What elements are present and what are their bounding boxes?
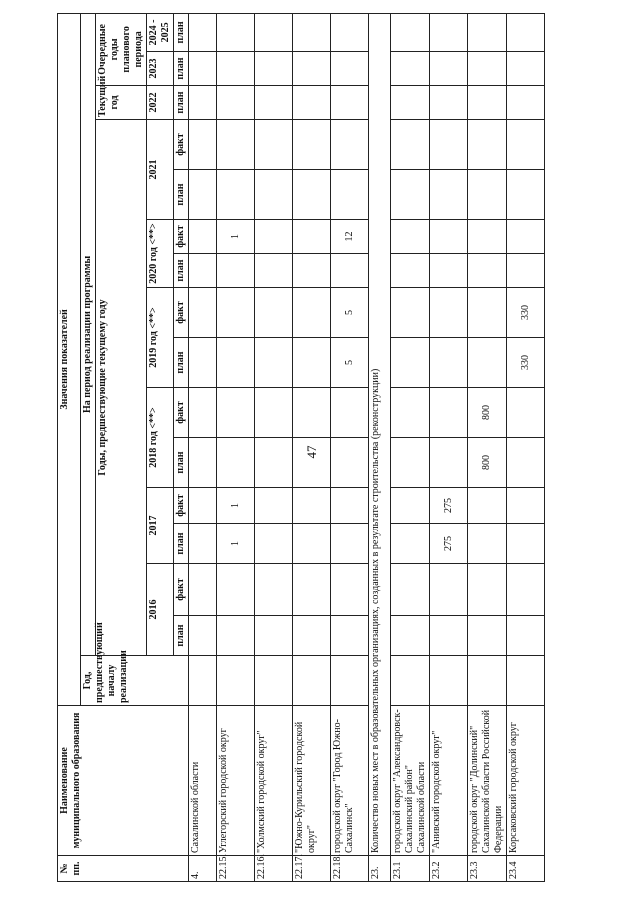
municipality-name: "Холмский городской округ" <box>255 706 293 856</box>
value-cell <box>331 616 369 656</box>
row-number: 22.17. <box>293 856 331 882</box>
value-cell <box>217 13 255 51</box>
value-cell <box>293 170 331 220</box>
value-cell <box>468 13 507 51</box>
header-fact: факт <box>174 220 189 254</box>
value-cell <box>468 120 507 170</box>
table-row <box>507 13 545 881</box>
row-number: 23.4 <box>507 856 545 882</box>
header-fact: факт <box>174 564 189 616</box>
value-cell <box>430 438 468 488</box>
row-number: 22.18. <box>331 856 369 882</box>
value-cell <box>468 488 507 524</box>
value-cell <box>217 120 255 170</box>
base-year-value <box>331 656 369 706</box>
value-cell <box>468 616 507 656</box>
header-plan: план <box>174 13 189 51</box>
value-cell <box>217 170 255 220</box>
table-row <box>331 13 369 881</box>
base-year-value <box>189 656 217 706</box>
table-row <box>189 13 217 881</box>
value-cell <box>430 616 468 656</box>
municipality-name: Корсаковский городской округ <box>507 706 545 856</box>
value-cell <box>391 170 430 220</box>
value-cell <box>293 524 331 564</box>
header-year-2019: 2019 год <**> <box>147 288 174 388</box>
value-cell <box>391 13 430 51</box>
value-cell <box>189 338 217 388</box>
value-cell <box>331 170 369 220</box>
value-cell <box>468 86 507 120</box>
value-cell <box>293 616 331 656</box>
value-cell: 1 <box>217 524 255 564</box>
municipality-name: Сахалинской области <box>189 706 217 856</box>
indicators-table <box>57 13 545 882</box>
table-row <box>217 13 255 881</box>
value-cell <box>189 524 217 564</box>
value-cell <box>255 13 293 51</box>
value-cell <box>391 564 430 616</box>
value-cell <box>507 86 545 120</box>
municipality-name: "Южно-Курильский городской округ" <box>293 706 331 856</box>
value-cell <box>255 120 293 170</box>
header-values: Значения показателей <box>58 13 81 705</box>
header-year-2020: 2020 год <**> <box>147 220 174 288</box>
value-cell <box>507 488 545 524</box>
municipality-name: "Анивский городской округ" <box>430 706 468 856</box>
header-fact: факт <box>174 120 189 170</box>
value-cell <box>468 524 507 564</box>
table-row <box>293 13 331 881</box>
value-cell <box>255 52 293 86</box>
value-cell <box>255 220 293 254</box>
base-year-value <box>217 656 255 706</box>
value-cell <box>293 220 331 254</box>
value-cell <box>331 52 369 86</box>
value-cell <box>255 564 293 616</box>
value-cell <box>507 13 545 51</box>
table-row <box>430 13 468 881</box>
value-cell <box>430 13 468 51</box>
value-cell <box>507 524 545 564</box>
value-cell: 1 <box>217 220 255 254</box>
value-cell <box>430 338 468 388</box>
value-cell <box>189 52 217 86</box>
header-prev-years: Годы, предшествующие текущему году <box>96 120 147 656</box>
value-cell <box>391 254 430 288</box>
value-cell <box>468 564 507 616</box>
municipality-name: Углегорский городской округ <box>217 706 255 856</box>
row-number: 23.1 <box>391 856 430 882</box>
value-cell <box>507 254 545 288</box>
value-cell <box>430 86 468 120</box>
value-cell <box>468 170 507 220</box>
base-year-value <box>468 656 507 706</box>
value-cell <box>293 564 331 616</box>
value-cell <box>293 13 331 51</box>
municipality-name: городской округ "Город Южно-Сахалинск" <box>331 706 369 856</box>
value-cell <box>189 288 217 338</box>
value-cell: 12 <box>331 220 369 254</box>
value-cell <box>189 388 217 438</box>
value-cell <box>293 254 331 288</box>
value-cell <box>331 254 369 288</box>
value-cell <box>391 524 430 564</box>
value-cell <box>391 616 430 656</box>
header-base-year: Год, предшествующий началу реализации <box>81 656 189 706</box>
value-cell <box>189 438 217 488</box>
value-cell <box>293 488 331 524</box>
value-cell <box>293 120 331 170</box>
value-cell <box>189 254 217 288</box>
row-number: 4. <box>189 856 217 882</box>
value-cell: 5 <box>331 288 369 338</box>
header-fact: факт <box>174 388 189 438</box>
value-cell <box>331 86 369 120</box>
header-name: Наименование муниципального образования <box>58 706 189 856</box>
value-cell <box>507 616 545 656</box>
value-cell <box>255 288 293 338</box>
header-year-2016: 2016 <box>147 564 174 656</box>
value-cell <box>331 120 369 170</box>
value-cell <box>293 86 331 120</box>
value-cell: 1 <box>217 488 255 524</box>
table-row <box>369 13 391 881</box>
value-cell <box>217 438 255 488</box>
value-cell <box>430 564 468 616</box>
table-row <box>255 13 293 881</box>
value-cell: 800 <box>468 388 507 438</box>
value-cell <box>331 524 369 564</box>
row-number: 23. <box>369 856 391 882</box>
value-cell <box>468 52 507 86</box>
value-cell <box>255 86 293 120</box>
header-plan: план <box>174 254 189 288</box>
value-cell <box>255 438 293 488</box>
header-plan: план <box>174 338 189 388</box>
base-year-value <box>391 656 430 706</box>
page-number: 47 <box>304 445 319 459</box>
value-cell <box>293 288 331 338</box>
row-number: 23.2 <box>430 856 468 882</box>
value-cell <box>217 616 255 656</box>
value-cell <box>189 13 217 51</box>
value-cell <box>217 564 255 616</box>
value-cell <box>217 52 255 86</box>
municipality-name: городской округ "Долинский" Сахалинской области Российской Федерации <box>468 706 507 856</box>
value-cell <box>430 254 468 288</box>
value-cell <box>255 488 293 524</box>
header-year-2017: 2017 <box>147 488 174 564</box>
value-cell <box>430 388 468 438</box>
header-year-2018: 2018 год <**> <box>147 388 174 488</box>
value-cell <box>331 13 369 51</box>
header-year-2024: 2024 - 2025 <box>147 13 174 51</box>
row-number: 22.15. <box>217 856 255 882</box>
value-cell <box>293 52 331 86</box>
value-cell <box>391 388 430 438</box>
value-cell <box>189 220 217 254</box>
value-cell <box>430 288 468 338</box>
value-cell <box>391 488 430 524</box>
value-cell <box>391 120 430 170</box>
table-body <box>189 13 545 881</box>
value-cell <box>391 288 430 338</box>
value-cell <box>391 220 430 254</box>
value-cell <box>189 616 217 656</box>
value-cell <box>507 564 545 616</box>
value-cell <box>331 564 369 616</box>
header-fact: факт <box>174 288 189 338</box>
value-cell <box>189 120 217 170</box>
value-cell <box>293 338 331 388</box>
value-cell <box>255 254 293 288</box>
value-cell <box>331 488 369 524</box>
header-plan: план <box>174 86 189 120</box>
section-title: Количество новых мест в образовательных организациях, созданных в результате строительства (реконструкции) <box>369 13 391 855</box>
value-cell <box>189 564 217 616</box>
header-year-2021: 2021 <box>147 120 174 220</box>
header-plan: план <box>174 438 189 488</box>
value-cell: 275 <box>430 488 468 524</box>
base-year-value <box>255 656 293 706</box>
value-cell <box>331 388 369 438</box>
value-cell <box>507 388 545 438</box>
header-plan: план <box>174 170 189 220</box>
value-cell: 800 <box>468 438 507 488</box>
value-cell <box>468 338 507 388</box>
row-number: 23.3 <box>468 856 507 882</box>
value-cell <box>189 170 217 220</box>
header-no: № пп. <box>58 856 189 882</box>
value-cell <box>391 52 430 86</box>
value-cell <box>189 488 217 524</box>
header-year-2023: 2023 <box>147 52 174 86</box>
value-cell <box>255 388 293 438</box>
value-cell: 330 <box>507 288 545 338</box>
value-cell <box>255 170 293 220</box>
header-current-year: Текущий год <box>96 86 147 120</box>
value-cell <box>255 338 293 388</box>
header-plan: план <box>174 616 189 656</box>
value-cell <box>391 438 430 488</box>
row-number: 22.16. <box>255 856 293 882</box>
value-cell <box>507 220 545 254</box>
value-cell <box>217 388 255 438</box>
rotated-table-container <box>57 14 612 882</box>
value-cell <box>217 86 255 120</box>
value-cell <box>391 86 430 120</box>
value-cell <box>293 438 331 488</box>
base-year-value <box>430 656 468 706</box>
base-year-value <box>293 656 331 706</box>
header-program-period: На период реализации программы <box>81 13 96 655</box>
value-cell <box>217 254 255 288</box>
value-cell: 5 <box>331 338 369 388</box>
value-cell <box>430 52 468 86</box>
value-cell <box>468 288 507 338</box>
value-cell: 275 <box>430 524 468 564</box>
value-cell <box>468 220 507 254</box>
value-cell <box>255 524 293 564</box>
value-cell <box>507 438 545 488</box>
value-cell <box>331 438 369 488</box>
header-year-2022: 2022 <box>147 86 174 120</box>
municipality-name: городской округ "Александровск-Сахалинский район" Сахалинской области <box>391 706 430 856</box>
value-cell <box>293 388 331 438</box>
value-cell <box>217 338 255 388</box>
value-cell <box>255 616 293 656</box>
value-cell <box>391 338 430 388</box>
header-plan: план <box>174 52 189 86</box>
header-plan: план <box>174 524 189 564</box>
header-fact: факт <box>174 488 189 524</box>
base-year-value <box>507 656 545 706</box>
table-row <box>391 13 430 881</box>
table-row <box>468 13 507 881</box>
header-next-years: Очередные годы планового периода <box>96 13 147 85</box>
value-cell <box>189 86 217 120</box>
value-cell <box>430 120 468 170</box>
value-cell <box>430 220 468 254</box>
value-cell: 330 <box>507 338 545 388</box>
value-cell <box>468 254 507 288</box>
value-cell <box>507 52 545 86</box>
value-cell <box>507 170 545 220</box>
value-cell <box>217 288 255 338</box>
value-cell <box>430 170 468 220</box>
value-cell <box>507 120 545 170</box>
